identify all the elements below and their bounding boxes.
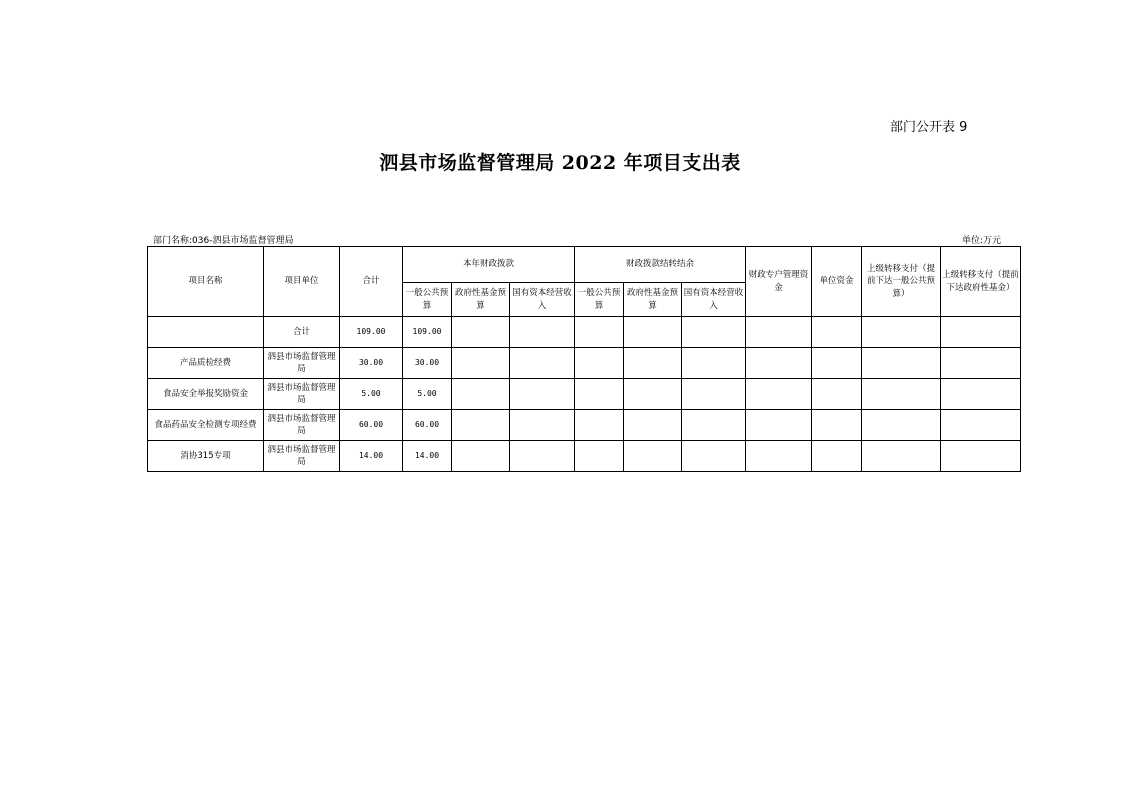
cell-empty xyxy=(624,317,682,348)
cell-empty xyxy=(624,348,682,379)
cell-total: 30.00 xyxy=(340,348,403,379)
header-unit-funds: 单位资金 xyxy=(812,247,862,317)
form-number: 部门公开表 9 xyxy=(890,120,968,135)
cell-empty xyxy=(862,410,941,441)
cell-project-unit: 泗县市场监督管理局 xyxy=(264,348,340,379)
table-row xyxy=(148,379,1021,410)
cell-empty xyxy=(452,379,510,410)
cell-empty xyxy=(510,410,575,441)
cell-empty xyxy=(575,348,624,379)
cell-empty xyxy=(510,379,575,410)
cell-empty xyxy=(812,348,862,379)
cell-project-name: 食品药品安全检测专项经费 xyxy=(148,410,264,441)
cell-empty xyxy=(575,317,624,348)
header-total: 合计 xyxy=(340,247,403,317)
cell-empty xyxy=(682,317,746,348)
department-label: 部门名称:036-泗县市场监督管理局 xyxy=(153,236,294,246)
cell-empty xyxy=(746,348,812,379)
cell-empty xyxy=(746,379,812,410)
cell-empty xyxy=(510,441,575,472)
header-project-name: 项目名称 xyxy=(148,247,264,317)
unit-label: 单位:万元 xyxy=(962,236,1002,246)
cell-empty xyxy=(624,379,682,410)
cell-empty xyxy=(941,317,1021,348)
header-carryover: 财政拨款结转结余 xyxy=(575,247,746,283)
cell-project-unit: 合计 xyxy=(264,317,340,348)
cell-empty xyxy=(862,379,941,410)
sub-header-gov-fund: 政府性基金预算 xyxy=(624,283,682,317)
cell-empty xyxy=(682,348,746,379)
cell-empty xyxy=(746,317,812,348)
cell-total: 109.00 xyxy=(340,317,403,348)
cell-empty xyxy=(452,317,510,348)
header-special-account: 财政专户管理资金 xyxy=(746,247,812,317)
cell-project-unit: 泗县市场监督管理局 xyxy=(264,441,340,472)
cell-general-budget: 30.00 xyxy=(403,348,452,379)
table-row xyxy=(148,441,1021,472)
cell-empty xyxy=(575,379,624,410)
cell-project-name xyxy=(148,317,264,348)
cell-empty xyxy=(746,410,812,441)
sub-header-general: 一般公共预算 xyxy=(403,283,452,317)
cell-total: 60.00 xyxy=(340,410,403,441)
table-row xyxy=(148,410,1021,441)
sub-header-state-capital: 国有资本经营收入 xyxy=(682,283,746,317)
header-transfer-general: 上级转移支付（提前下达一般公共预算） xyxy=(862,247,941,317)
cell-empty xyxy=(862,317,941,348)
header-row-1 xyxy=(148,247,1021,283)
cell-project-name: 消协315专项 xyxy=(148,441,264,472)
cell-empty xyxy=(452,441,510,472)
cell-empty xyxy=(510,348,575,379)
cell-empty xyxy=(452,410,510,441)
cell-total: 5.00 xyxy=(340,379,403,410)
cell-empty xyxy=(941,379,1021,410)
cell-empty xyxy=(452,348,510,379)
cell-general-budget: 60.00 xyxy=(403,410,452,441)
cell-total: 14.00 xyxy=(340,441,403,472)
sub-header-state-capital: 国有资本经营收入 xyxy=(510,283,575,317)
table-row xyxy=(148,317,1021,348)
cell-empty xyxy=(941,410,1021,441)
cell-empty xyxy=(624,441,682,472)
cell-empty xyxy=(510,317,575,348)
cell-empty xyxy=(862,441,941,472)
cell-empty xyxy=(862,348,941,379)
cell-empty xyxy=(812,441,862,472)
sub-header-general: 一般公共预算 xyxy=(575,283,624,317)
cell-empty xyxy=(812,379,862,410)
cell-empty xyxy=(746,441,812,472)
header-transfer-fund: 上级转移支付（提前下达政府性基金） xyxy=(941,247,1021,317)
cell-project-name: 食品安全举报奖励资金 xyxy=(148,379,264,410)
table-row xyxy=(148,348,1021,379)
cell-empty xyxy=(812,410,862,441)
cell-empty xyxy=(812,317,862,348)
cell-project-unit: 泗县市场监督管理局 xyxy=(264,379,340,410)
page-title: 泗县市场监督管理局 2022 年项目支出表 xyxy=(379,152,741,174)
cell-empty xyxy=(941,348,1021,379)
cell-empty xyxy=(682,379,746,410)
project-expenditure-table xyxy=(147,246,1021,472)
cell-general-budget: 109.00 xyxy=(403,317,452,348)
header-current-year: 本年财政拨款 xyxy=(403,247,575,283)
cell-project-name: 产品质检经费 xyxy=(148,348,264,379)
cell-empty xyxy=(682,410,746,441)
cell-general-budget: 14.00 xyxy=(403,441,452,472)
cell-empty xyxy=(941,441,1021,472)
cell-empty xyxy=(624,410,682,441)
cell-empty xyxy=(575,441,624,472)
sub-header-gov-fund: 政府性基金预算 xyxy=(452,283,510,317)
cell-general-budget: 5.00 xyxy=(403,379,452,410)
cell-empty xyxy=(575,410,624,441)
cell-project-unit: 泗县市场监督管理局 xyxy=(264,410,340,441)
cell-empty xyxy=(682,441,746,472)
header-project-unit: 项目单位 xyxy=(264,247,340,317)
